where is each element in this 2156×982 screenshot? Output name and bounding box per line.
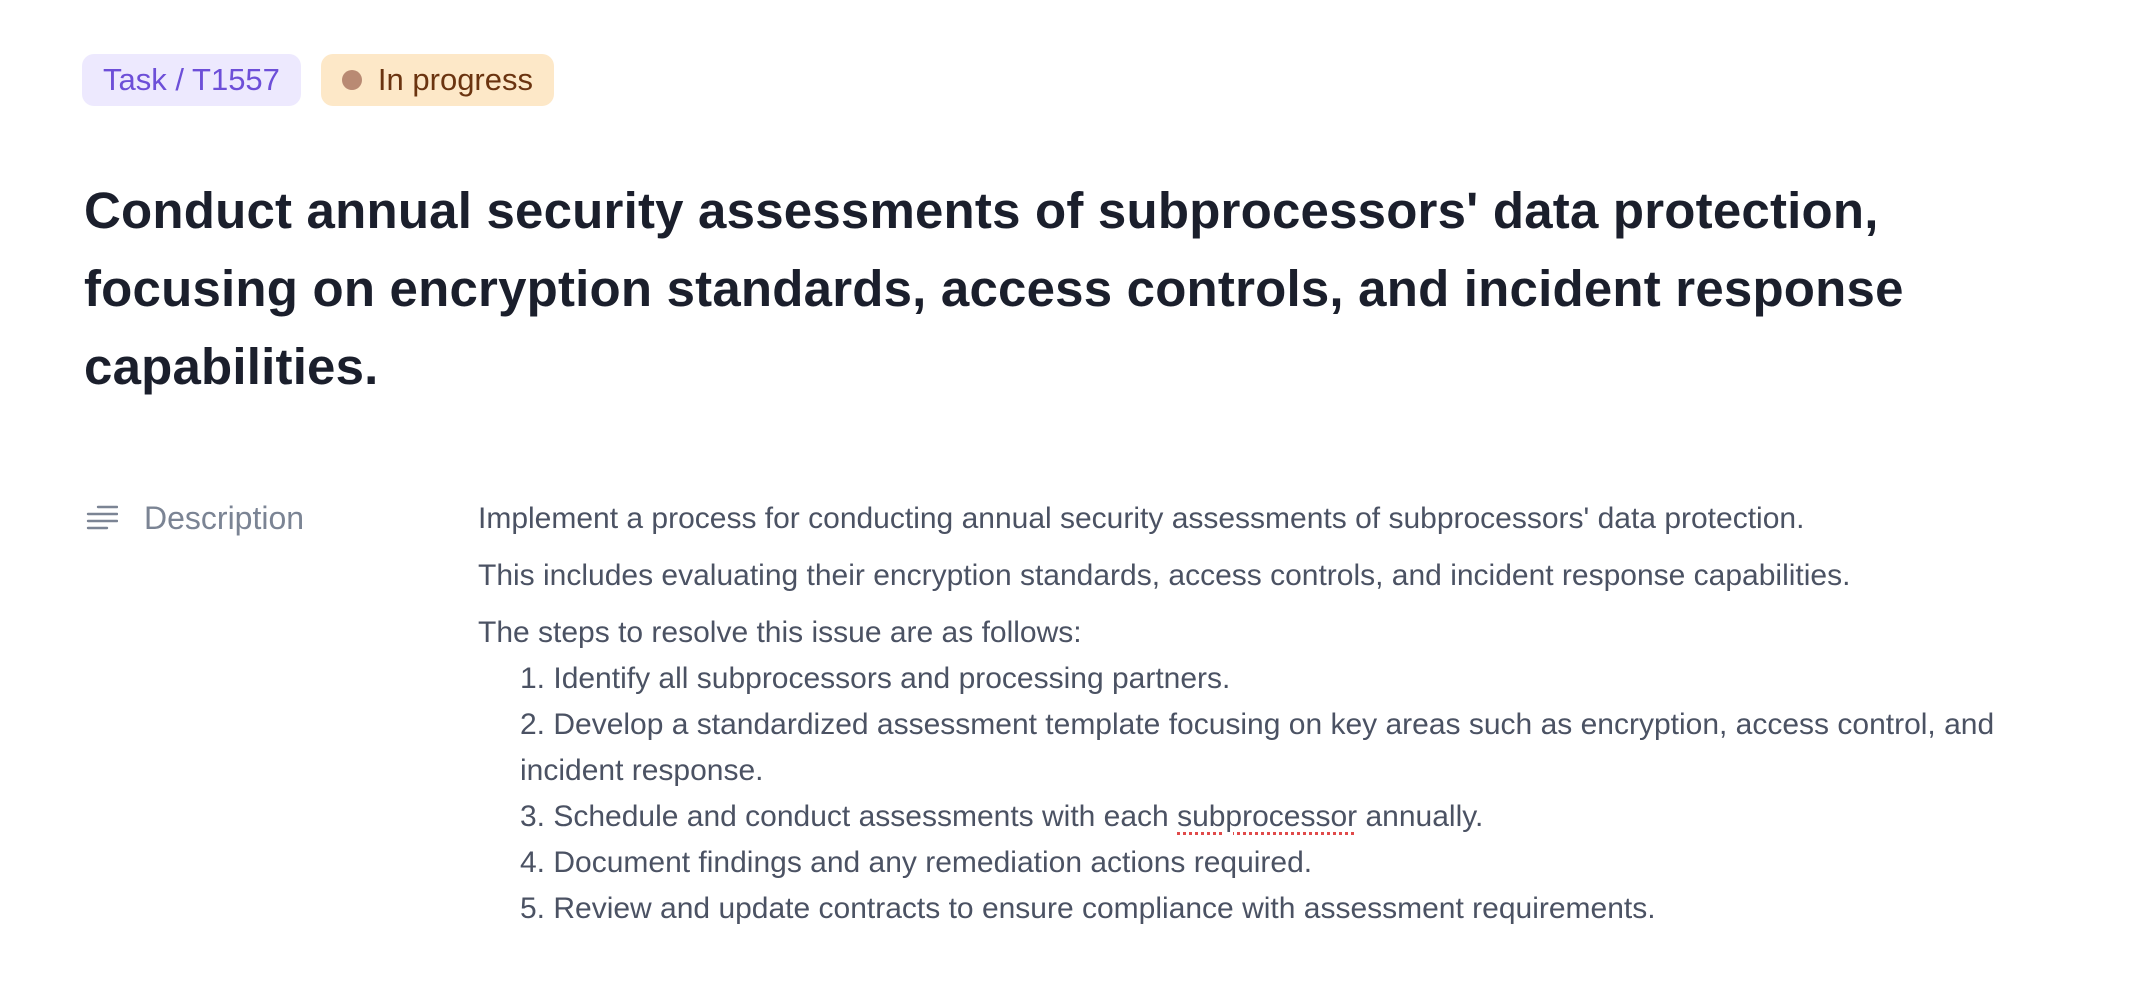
step-text: 3. Schedule and conduct assessments with each xyxy=(520,800,1178,833)
spellcheck-flagged-word[interactable]: subprocessor xyxy=(1177,800,1358,833)
status-dot-icon xyxy=(342,70,362,90)
steps-intro: The steps to resolve this issue are as follows: xyxy=(478,616,1082,649)
step-item xyxy=(520,794,2108,840)
step-item: 4. Document findings and any remediation actions required. xyxy=(520,846,1313,879)
step-item: 1. Identify all subprocessors and processing partners. xyxy=(520,662,1231,695)
header-badges xyxy=(82,54,554,106)
step-text: annually. xyxy=(1357,800,1484,833)
task-title[interactable]: Conduct annual security assessments of subprocessors' data protection, focusing on encryption standards, access controls, and incident response capabilities. xyxy=(84,182,1904,395)
description-body[interactable] xyxy=(478,496,2108,932)
status-badge[interactable] xyxy=(321,54,554,106)
step-item: 2. Develop a standardized assessment template focusing on key areas such as encryption, access control, and incident response. xyxy=(520,708,1995,787)
description-field-label xyxy=(86,498,304,538)
task-reference-badge[interactable]: Task / T1557 xyxy=(82,54,301,106)
description-paragraph: This includes evaluating their encryption standards, access controls, and incident response capabilities. xyxy=(478,559,1851,592)
steps-list xyxy=(478,656,2108,932)
description-label: Description xyxy=(144,500,305,536)
description-paragraph: Implement a process for conducting annual security assessments of subprocessors' data protection. xyxy=(478,502,1805,535)
status-label: In progress xyxy=(377,62,533,97)
step-item: 5. Review and update contracts to ensure compliance with assessment requirements. xyxy=(520,892,1656,925)
text-lines-icon xyxy=(86,504,118,532)
